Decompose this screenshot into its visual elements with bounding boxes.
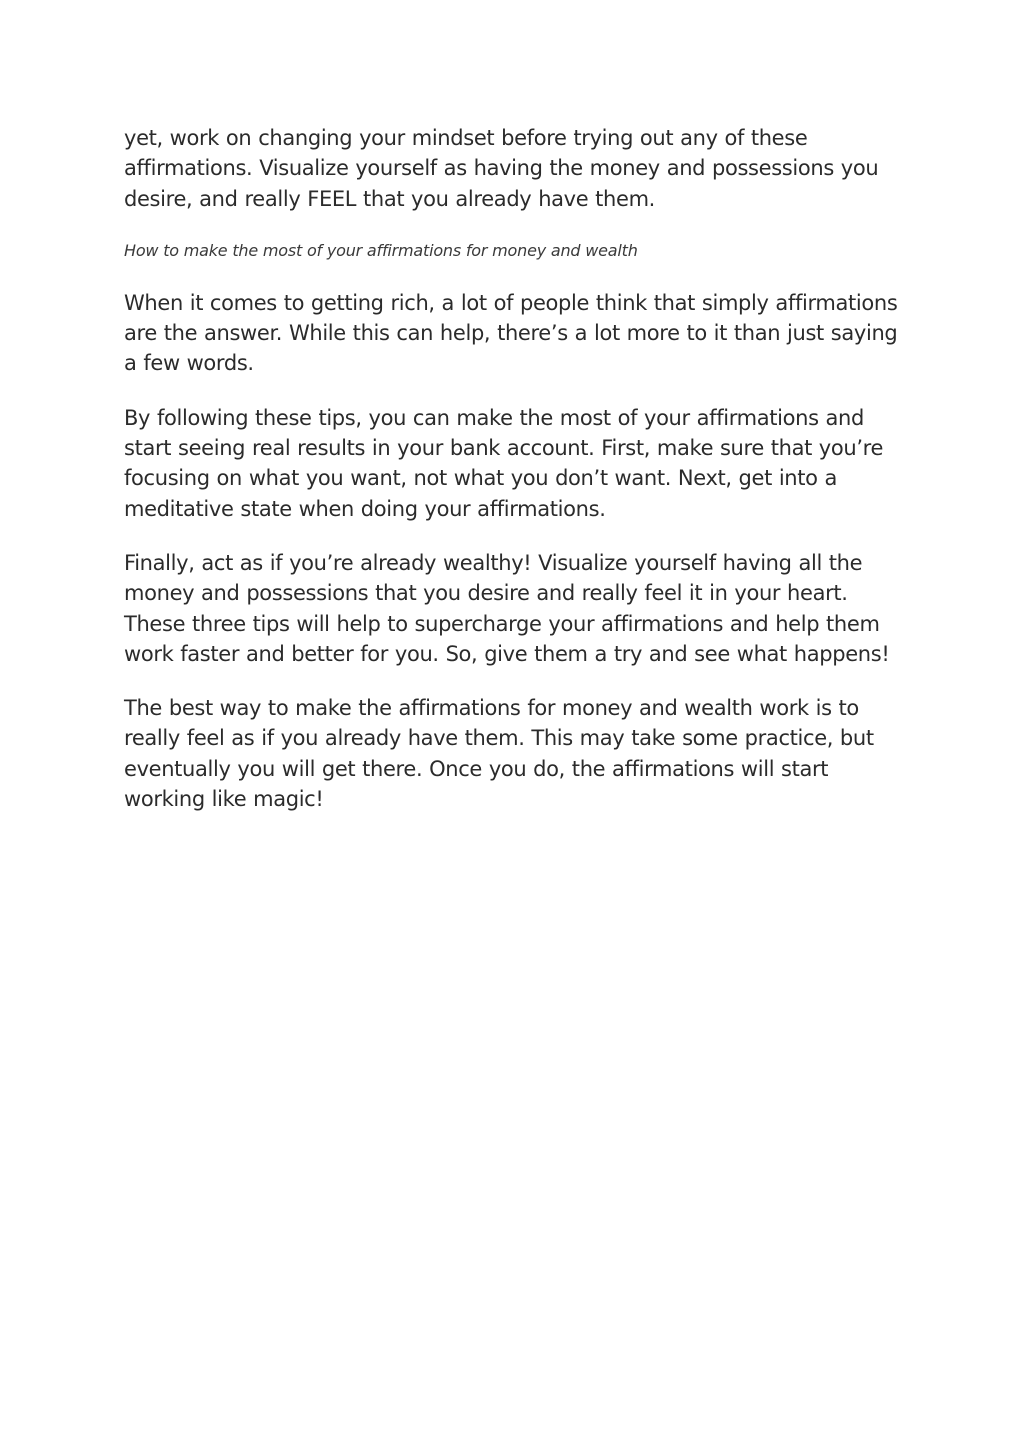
paragraph-intro: yet, work on changing your mindset before trying out any of these affirmations. Visualize yourself as having the money and possessions you desire, and really FEEL that you already have them. xyxy=(124,126,879,211)
paragraph-best-way: The best way to make the affirmations for money and wealth work is to really feel as if you already have them. This may take some practice, but eventually you will get there. Once you do, the affirmations will start working like magic! xyxy=(124,696,874,812)
section-subheading: How to make the most of your affirmations for money and wealth xyxy=(124,240,638,260)
paragraph-getting-rich: When it comes to getting rich, a lot of people think that simply affirmations are the answer. While this can help, there’s a lot more to it than just saying a few words. xyxy=(124,290,898,376)
document-body xyxy=(124,123,904,838)
paragraph-tips: By following these tips, you can make the most of your affirmations and start seeing real results in your bank account. First, make sure that you’re focusing on what you want, not what you don’t want. Next, get into a meditative state when doing your affirmations. xyxy=(124,405,884,521)
paragraph-act-wealthy: Finally, act as if you’re already wealthy! Visualize yourself having all the money and possessions that you desire and really feel it in your heart. These three tips will help to supercharge your affirmations and help them work faster and better for you. So, give them a try and see what happens! xyxy=(124,550,890,666)
